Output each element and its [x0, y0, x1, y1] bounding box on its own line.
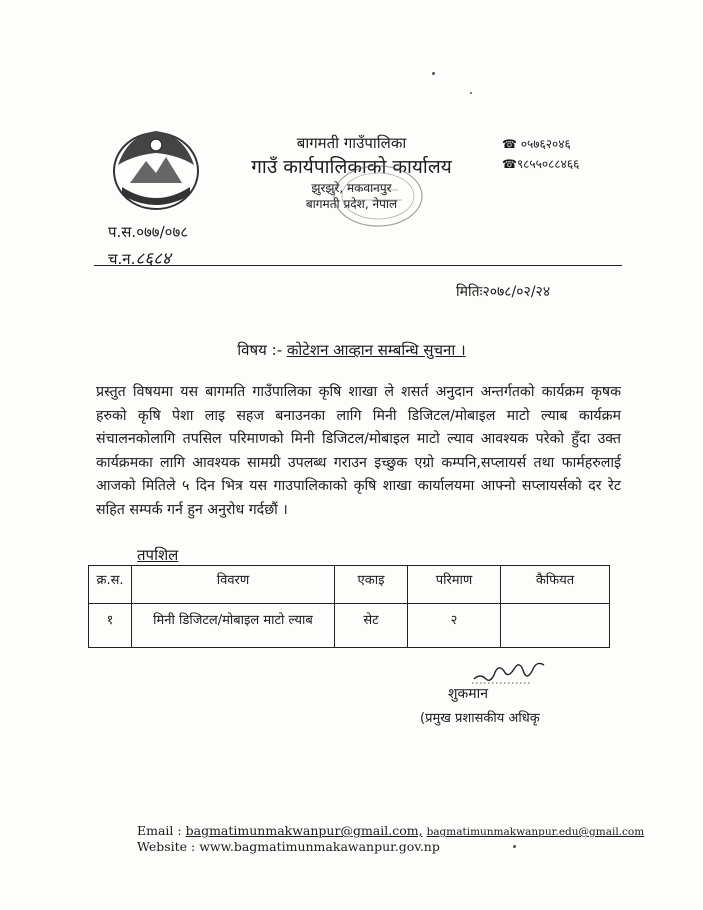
letter-no-label: प.स.: [108, 223, 137, 241]
footer-email: [137, 823, 644, 838]
subject-line: [0, 340, 703, 360]
notice-body: प्रस्तुत विषयमा यस बागमति गाउँपालिका कृषि शाखा ले शसर्त अनुदान अन्तर्गतको कार्यक्रम कृषक हरुको कृषि पेशा लाइ सहज बनाउनका लागि मिनी डिजिटल/मोबाइल माटो ल्याब कार्यक्रम संचालनकोलागि तपसिल परिमाणको मिनी डिजिटल/मोबाइल माटो ल्याव आवश्यक परेको हुँदा उक्त कार्यक्रमका लागि आवश्यक सामग्री उपलब्ध गराउन इच्छुक एग्रो कम्पनि,सप्लायर्स तथा फार्महरुलाई आजको मितिले ५ दिन भित्र यस गाउपालिकाको कृषि शाखा कार्यालयमा आफ्नो सप्लायर्सको दर रेट सहित सम्पर्क गर्न हुन अनुरोध गर्दछौं ।: [96, 384, 621, 518]
col-header-serial: क्र.स.: [89, 566, 132, 604]
office-address: झुरझुरे, मकवानपुर: [311, 181, 392, 195]
scan-speck: [513, 845, 516, 848]
date-value: २०७८/०२/२४: [482, 284, 551, 300]
subject-text: कोटेशन आव्हान सम्बन्धि सुचना ।: [286, 341, 466, 359]
dispatch-no-value: ८६८४: [135, 249, 171, 269]
table-header-row: [89, 566, 610, 604]
phone-number-2: ☎९८५५०८८४६६: [502, 157, 580, 171]
cell-serial: १: [89, 604, 132, 648]
cell-description: मिनी डिजिटल/मोबाइल माटो ल्याब: [132, 604, 335, 648]
document-date: [456, 282, 550, 301]
col-header-quantity: परिमाण: [408, 566, 501, 604]
dispatch-no-label: च.न.: [108, 250, 136, 268]
letter-no-value: ०७७/०७८: [136, 223, 189, 241]
website-label: Website :: [137, 839, 196, 854]
footer-website: [137, 839, 440, 854]
letter-reference-number: [108, 222, 188, 242]
office-province: बागमती प्रदेश, नेपाल: [305, 197, 398, 211]
email-label: Email :: [137, 823, 182, 838]
col-header-remarks: कैफियत: [501, 566, 610, 604]
office-name: गाउँ कार्यपालिकाको कार्यालय: [251, 156, 452, 178]
website-link[interactable]: www.bagmatimunmakawanpur.gov.np: [199, 839, 440, 854]
date-label: मितिः: [456, 284, 483, 300]
cell-remarks: [501, 604, 610, 648]
table-row: [89, 604, 610, 648]
scan-speck: [432, 72, 435, 75]
items-table: [88, 565, 610, 648]
col-header-description: विवरण: [132, 566, 335, 604]
cell-quantity: २: [408, 604, 501, 648]
col-header-unit: एकाइ: [335, 566, 408, 604]
signatory-title: (प्रमुख प्रशासकीय अधिकृ: [420, 711, 540, 726]
cell-unit: सेट: [335, 604, 408, 648]
municipality-name: बागमती गाउँपालिका: [296, 134, 407, 152]
subject-label: विषय :-: [237, 341, 283, 359]
email-link-1[interactable]: bagmatimunmakwanpur@gmail.com,: [185, 823, 423, 838]
header-divider: [94, 265, 622, 266]
signatory-name: शुकमान: [448, 686, 489, 702]
scan-speck: [470, 92, 472, 94]
details-caption: तपशिल: [137, 546, 179, 564]
email-link-2[interactable]: bagmatimunmakwanpur.edu@gmail.com: [426, 826, 645, 838]
official-stamp-icon: [318, 160, 428, 230]
phone-number-1: ☎ ०५७६२०४६: [502, 137, 571, 151]
